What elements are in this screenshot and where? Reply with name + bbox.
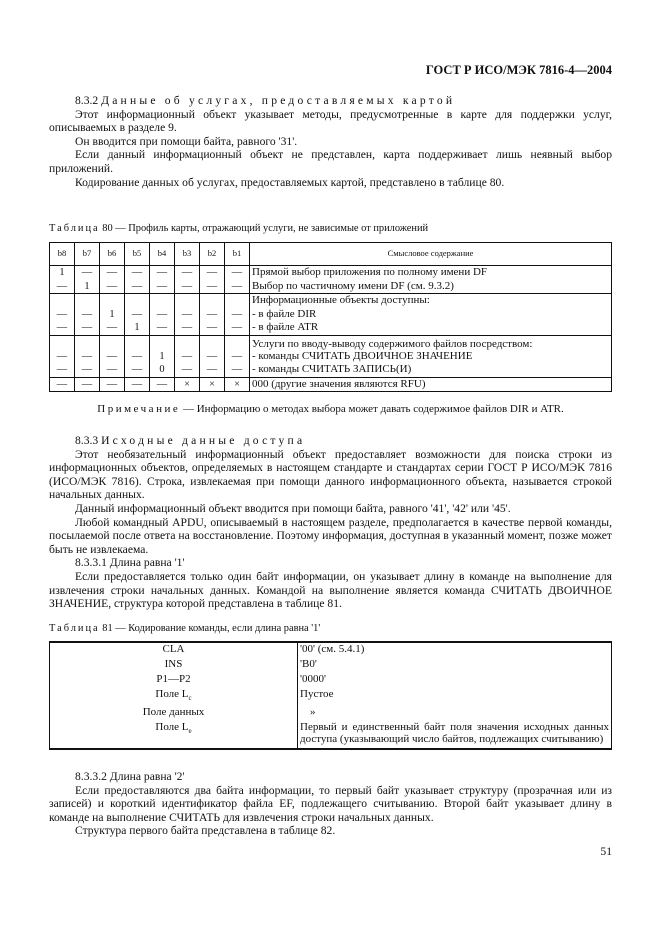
bit-cell: —: [75, 377, 100, 392]
table-caption-text: 81 — Кодирование команды, если длина равна '1': [102, 623, 321, 634]
section-heading: [49, 434, 612, 448]
subsection-heading: 8.3.3.2 Длина равна '2': [75, 770, 185, 783]
bit-cell: —: [200, 321, 225, 335]
table-row: [50, 294, 612, 308]
bit-cell: —: [100, 321, 125, 335]
bit-cell: [200, 335, 225, 349]
header-cell: b5: [125, 243, 150, 266]
paragraph: Этот необязательный информационный объект предоставляет возможности для поиска строки из информационных объектов, определяемых в настоящем стандарте и стандартах серии ГОСТ Р ИСО/МЭК 7816 (ИСО/МЭК 7816). Строка, извлекаемая при помощи данного информационного объекта, называется строкой начальных данных.: [49, 447, 612, 502]
bit-cell: —: [150, 266, 175, 280]
bit-cell: —: [175, 321, 200, 335]
bit-cell: —: [200, 363, 225, 377]
field-name: CLA: [162, 643, 185, 655]
bit-cell: ×: [225, 377, 250, 392]
bit-cell: 0: [150, 363, 175, 377]
bit-cell: —: [225, 350, 250, 364]
section-title: Данные об услугах, предоставляемых картой: [101, 94, 456, 107]
field-subscript: e: [188, 726, 192, 735]
paragraph: Этот информационный объект указывает методы, предусмотренные в карте для поддержки услуг, описываемых в разделе 9.: [49, 107, 612, 135]
table-row: [50, 706, 612, 721]
bit-cell: 1: [100, 308, 125, 322]
paragraph: Он вводится при помощи байта, равного '31'.: [75, 134, 298, 148]
table-caption-text: 80 — Профиль карты, отражающий услуги, не зависимые от приложений: [102, 223, 429, 234]
paragraph: Если предоставляются два байта информации, то первый байт указывает структуру (прозрачная или из записей) и короткий идентификатор файла EF, подлежащего считыванию. Второй байт указывает длину в команде на выполнение СЧИТАТЬ для извлечения строки начальных данных.: [49, 783, 612, 824]
table-row: [50, 335, 612, 349]
meaning-cell: Выбор по частичному имени DF (см. 9.3.2): [250, 280, 612, 294]
bit-cell: —: [150, 321, 175, 335]
table-row: [50, 377, 612, 392]
bit-cell: —: [100, 280, 125, 294]
value-cell: 'B0': [300, 658, 317, 670]
bit-cell: [225, 294, 250, 308]
field-cell: [50, 688, 298, 706]
bit-cell: 1: [50, 266, 75, 280]
meaning-cell: - команды СЧИТАТЬ ЗАПИСЬ(И): [250, 363, 612, 377]
meaning-cell: - команды СЧИТАТЬ ДВОИЧНОЕ ЗНАЧЕНИЕ: [250, 350, 612, 364]
table-label: Таблица: [49, 623, 100, 634]
field-cell: [50, 706, 298, 721]
bit-cell: —: [50, 280, 75, 294]
bit-cell: —: [200, 280, 225, 294]
paragraph: Если предоставляется только один байт информации, он указывает длину в команде на выполнение для извлечения строки начальных данных. Командой на выполнение является команда СЧИТАТЬ ДВОИЧНОЕ ЗНАЧЕНИЕ, структура которой представлена в таблице 81.: [49, 569, 612, 611]
field-cell: [50, 721, 298, 749]
bit-cell: —: [150, 308, 175, 322]
bit-cell: —: [75, 363, 100, 377]
bit-cell: —: [125, 266, 150, 280]
bit-cell: —: [100, 377, 125, 392]
table-81: [49, 641, 612, 750]
bit-cell: —: [50, 363, 75, 377]
bit-cell: —: [175, 308, 200, 322]
table-80-note: [49, 403, 612, 417]
field-cell: [50, 658, 298, 673]
field-cell: [50, 642, 298, 658]
bit-cell: —: [175, 350, 200, 364]
meaning-cell: Услуги по вводу-выводу содержимого файлов посредством:: [250, 335, 612, 349]
bit-cell: —: [100, 363, 125, 377]
value-cell: »: [310, 705, 316, 718]
bit-cell: —: [175, 363, 200, 377]
bit-cell: —: [200, 266, 225, 280]
header-cell: b2: [200, 243, 225, 266]
table-row: [50, 266, 612, 280]
section-number: 8.3.3: [75, 434, 99, 447]
bit-cell: [150, 335, 175, 349]
field-subscript: c: [188, 694, 192, 703]
table-header-row: [50, 243, 612, 266]
table-row: [50, 363, 612, 377]
bit-cell: —: [125, 377, 150, 392]
bit-cell: —: [75, 350, 100, 364]
bit-cell: —: [75, 266, 100, 280]
bit-cell: —: [225, 321, 250, 335]
bit-cell: —: [50, 321, 75, 335]
bit-cell: —: [225, 308, 250, 322]
bit-cell: [175, 335, 200, 349]
bit-cell: 1: [150, 350, 175, 364]
bit-cell: —: [200, 350, 225, 364]
bit-cell: —: [225, 280, 250, 294]
bit-cell: —: [125, 308, 150, 322]
subsection-heading: 8.3.3.1 Длина равна '1': [75, 556, 185, 570]
table-row: [50, 280, 612, 294]
table-row: [50, 673, 612, 688]
bit-cell: [125, 294, 150, 308]
header-cell: b3: [175, 243, 200, 266]
bit-cell: ×: [175, 377, 200, 392]
bit-cell: —: [175, 280, 200, 294]
bit-cell: —: [125, 350, 150, 364]
bit-cell: —: [100, 350, 125, 364]
table-row: [50, 688, 612, 706]
bit-cell: —: [150, 377, 175, 392]
page-number: 51: [600, 845, 612, 858]
section-8-3-3: [49, 434, 612, 611]
meaning-cell: 000 (другие значения являются RFU): [250, 377, 612, 392]
table-row: [50, 642, 612, 658]
bit-cell: [50, 294, 75, 308]
bit-cell: —: [50, 377, 75, 392]
table-row: [50, 721, 612, 749]
bit-cell: [175, 294, 200, 308]
bit-cell: —: [125, 363, 150, 377]
header-cell: b1: [225, 243, 250, 266]
table-row: [50, 321, 612, 335]
field-name: INS: [164, 658, 183, 670]
value-cell: '0000': [300, 673, 326, 685]
header-cell: b6: [100, 243, 125, 266]
bit-cell: —: [150, 280, 175, 294]
header-cell: Смысловое содержание: [250, 243, 612, 266]
header-cell: b4: [150, 243, 175, 266]
table-81-caption: [49, 622, 612, 636]
meaning-cell: - в файле ATR: [250, 321, 612, 335]
bit-cell: [150, 294, 175, 308]
field-name: Поле L: [155, 720, 189, 733]
bit-cell: —: [125, 280, 150, 294]
bit-cell: [100, 335, 125, 349]
bit-cell: [125, 335, 150, 349]
paragraph: Структура первого байта представлена в таблице 82.: [75, 824, 336, 838]
meaning-cell: Прямой выбор приложения по полному имени DF: [250, 266, 612, 280]
bit-cell: —: [175, 266, 200, 280]
header-cell: b8: [50, 243, 75, 266]
meaning-cell: Информационные объекты доступны:: [250, 294, 612, 308]
table-row: [50, 350, 612, 364]
bit-cell: [100, 294, 125, 308]
field-name: P1—P2: [156, 673, 191, 685]
section-8-3-3-2: [49, 770, 612, 838]
bit-cell: —: [225, 363, 250, 377]
bit-cell: 1: [75, 280, 100, 294]
field-name: Поле L: [155, 688, 189, 700]
header-cell: b7: [75, 243, 100, 266]
bit-cell: —: [100, 266, 125, 280]
meaning-cell: - в файле DIR: [250, 308, 612, 322]
paragraph: Если данный информационный объект не представлен, карта поддерживает лишь неявный выбор приложений.: [49, 148, 612, 175]
value-cell: Первый и единственный байт поля значения исходных данных доступа (указывающий число байтов, подлежащих считыванию): [300, 720, 609, 746]
note-label: Примечание: [97, 403, 181, 415]
section-8-3-2: [49, 94, 612, 189]
bit-cell: —: [225, 266, 250, 280]
section-number: 8.3.2: [75, 94, 99, 107]
document-header: ГОСТ Р ИСО/МЭК 7816-4—2004: [425, 63, 612, 77]
table-80-caption: [49, 222, 612, 236]
section-title: Исходные данные доступа: [101, 434, 306, 447]
table-80: [49, 242, 612, 392]
bit-cell: —: [200, 308, 225, 322]
field-cell: [50, 673, 298, 688]
bit-cell: 1: [125, 321, 150, 335]
table-label: Таблица: [49, 223, 100, 234]
value-cell: Пустое: [300, 688, 334, 700]
bit-cell: —: [50, 308, 75, 322]
bit-cell: [50, 335, 75, 349]
paragraph: Данный информационный объект вводится при помощи байта, равного '41', '42' или '45'.: [75, 501, 511, 515]
paragraph: Кодирование данных об услугах, предоставляемых картой, представлено в таблице 80.: [75, 175, 505, 189]
note-text: — Информацию о методах выбора может давать содержимое файлов DIR и ATR.: [182, 403, 564, 415]
value-cell: '00' (см. 5.4.1): [300, 643, 365, 655]
table-row: [50, 658, 612, 673]
bit-cell: ×: [200, 377, 225, 392]
section-heading: [49, 94, 612, 108]
bit-cell: [75, 335, 100, 349]
bit-cell: —: [50, 350, 75, 364]
paragraph: Любой командный APDU, описываемый в настоящем разделе, предполагается в качестве первой команды, посылаемой после ответа на восстановление. Поэтому информация, доступная в указанный момент, позже может быть не извлекаема.: [49, 515, 612, 556]
bit-cell: —: [75, 321, 100, 335]
bit-cell: [225, 335, 250, 349]
table-row: [50, 308, 612, 322]
bit-cell: [200, 294, 225, 308]
bit-cell: [75, 294, 100, 308]
bit-cell: —: [75, 308, 100, 322]
field-name: Поле данных: [142, 705, 205, 718]
